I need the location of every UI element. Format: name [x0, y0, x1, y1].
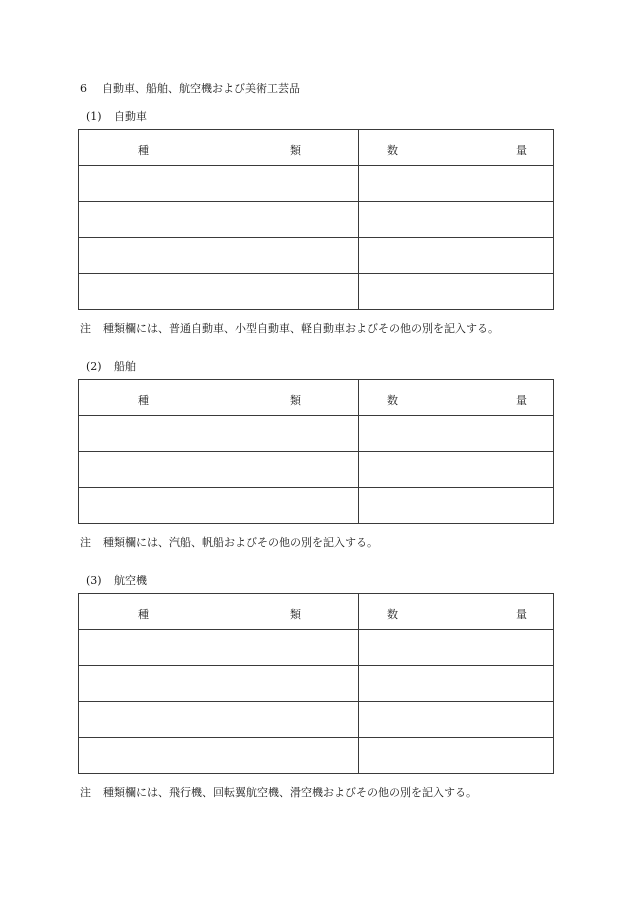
- kind-cell[interactable]: [79, 166, 359, 202]
- section-title: 自動車、船舶、航空機および美術工芸品: [102, 82, 300, 95]
- table-row: [79, 166, 554, 202]
- quantity-cell[interactable]: [359, 202, 554, 238]
- kind-header-char-1: 種: [138, 608, 149, 621]
- ship-table: [78, 379, 554, 524]
- kind-header-char-1: 種: [138, 394, 149, 407]
- table-row: [79, 274, 554, 310]
- subsection-title: 自動車: [114, 110, 147, 123]
- table-header-row: [79, 594, 554, 630]
- quantity-header-char-2: 量: [516, 608, 527, 621]
- kind-cell[interactable]: [79, 238, 359, 274]
- note-label: 注: [80, 536, 91, 549]
- table-row: [79, 452, 554, 488]
- kind-header-char-1: 種: [138, 144, 149, 157]
- table-row: [79, 488, 554, 524]
- quantity-cell[interactable]: [359, 452, 554, 488]
- kind-cell[interactable]: [79, 274, 359, 310]
- kind-cell[interactable]: [79, 702, 359, 738]
- quantity-cell[interactable]: [359, 416, 554, 452]
- table-row: [79, 416, 554, 452]
- quantity-cell[interactable]: [359, 630, 554, 666]
- kind-cell[interactable]: [79, 202, 359, 238]
- subsection-title: 船舶: [114, 360, 136, 373]
- section-heading: [80, 80, 300, 96]
- quantity-cell[interactable]: [359, 166, 554, 202]
- quantity-header-char-1: 数: [387, 394, 398, 407]
- quantity-cell[interactable]: [359, 488, 554, 524]
- quantity-header: [359, 130, 554, 166]
- kind-cell[interactable]: [79, 416, 359, 452]
- quantity-header: [359, 594, 554, 630]
- table-row: [79, 202, 554, 238]
- quantity-cell[interactable]: [359, 666, 554, 702]
- subsection-title: 航空機: [114, 574, 147, 587]
- note-text: 種類欄には、飛行機、回転翼航空機、滑空機およびその他の別を記入する。: [103, 786, 477, 799]
- quantity-cell[interactable]: [359, 702, 554, 738]
- quantity-cell[interactable]: [359, 274, 554, 310]
- kind-header-char-2: 類: [290, 608, 301, 621]
- kind-cell[interactable]: [79, 738, 359, 774]
- automobile-table: [78, 129, 554, 310]
- kind-cell[interactable]: [79, 666, 359, 702]
- table-row: [79, 702, 554, 738]
- quantity-header-char-2: 量: [516, 144, 527, 157]
- kind-header-char-2: 類: [290, 144, 301, 157]
- kind-header-char-2: 類: [290, 394, 301, 407]
- note-text: 種類欄には、普通自動車、小型自動車、軽自動車およびその他の別を記入する。: [103, 322, 499, 335]
- note-label: 注: [80, 786, 91, 799]
- kind-header: [79, 594, 359, 630]
- aircraft-table: [78, 593, 554, 774]
- quantity-header-char-2: 量: [516, 394, 527, 407]
- ship-note: [80, 534, 378, 550]
- quantity-header-char-1: 数: [387, 144, 398, 157]
- quantity-cell[interactable]: [359, 738, 554, 774]
- table-header-row: [79, 380, 554, 416]
- subsection-heading-aircraft: [86, 572, 147, 588]
- subsection-number: (2): [86, 360, 102, 373]
- section-number: 6: [80, 82, 87, 95]
- quantity-header-char-1: 数: [387, 608, 398, 621]
- subsection-heading-automobile: [86, 108, 147, 124]
- table-row: [79, 666, 554, 702]
- table-row: [79, 630, 554, 666]
- kind-cell[interactable]: [79, 452, 359, 488]
- aircraft-note: [80, 784, 477, 800]
- kind-cell[interactable]: [79, 630, 359, 666]
- subsection-number: (3): [86, 574, 102, 587]
- quantity-header: [359, 380, 554, 416]
- quantity-cell[interactable]: [359, 238, 554, 274]
- subsection-heading-ship: [86, 358, 136, 374]
- subsection-number: (1): [86, 110, 102, 123]
- table-header-row: [79, 130, 554, 166]
- table-row: [79, 238, 554, 274]
- automobile-note: [80, 320, 499, 336]
- kind-header: [79, 130, 359, 166]
- table-row: [79, 738, 554, 774]
- kind-cell[interactable]: [79, 488, 359, 524]
- note-label: 注: [80, 322, 91, 335]
- kind-header: [79, 380, 359, 416]
- note-text: 種類欄には、汽船、帆船およびその他の別を記入する。: [103, 536, 378, 549]
